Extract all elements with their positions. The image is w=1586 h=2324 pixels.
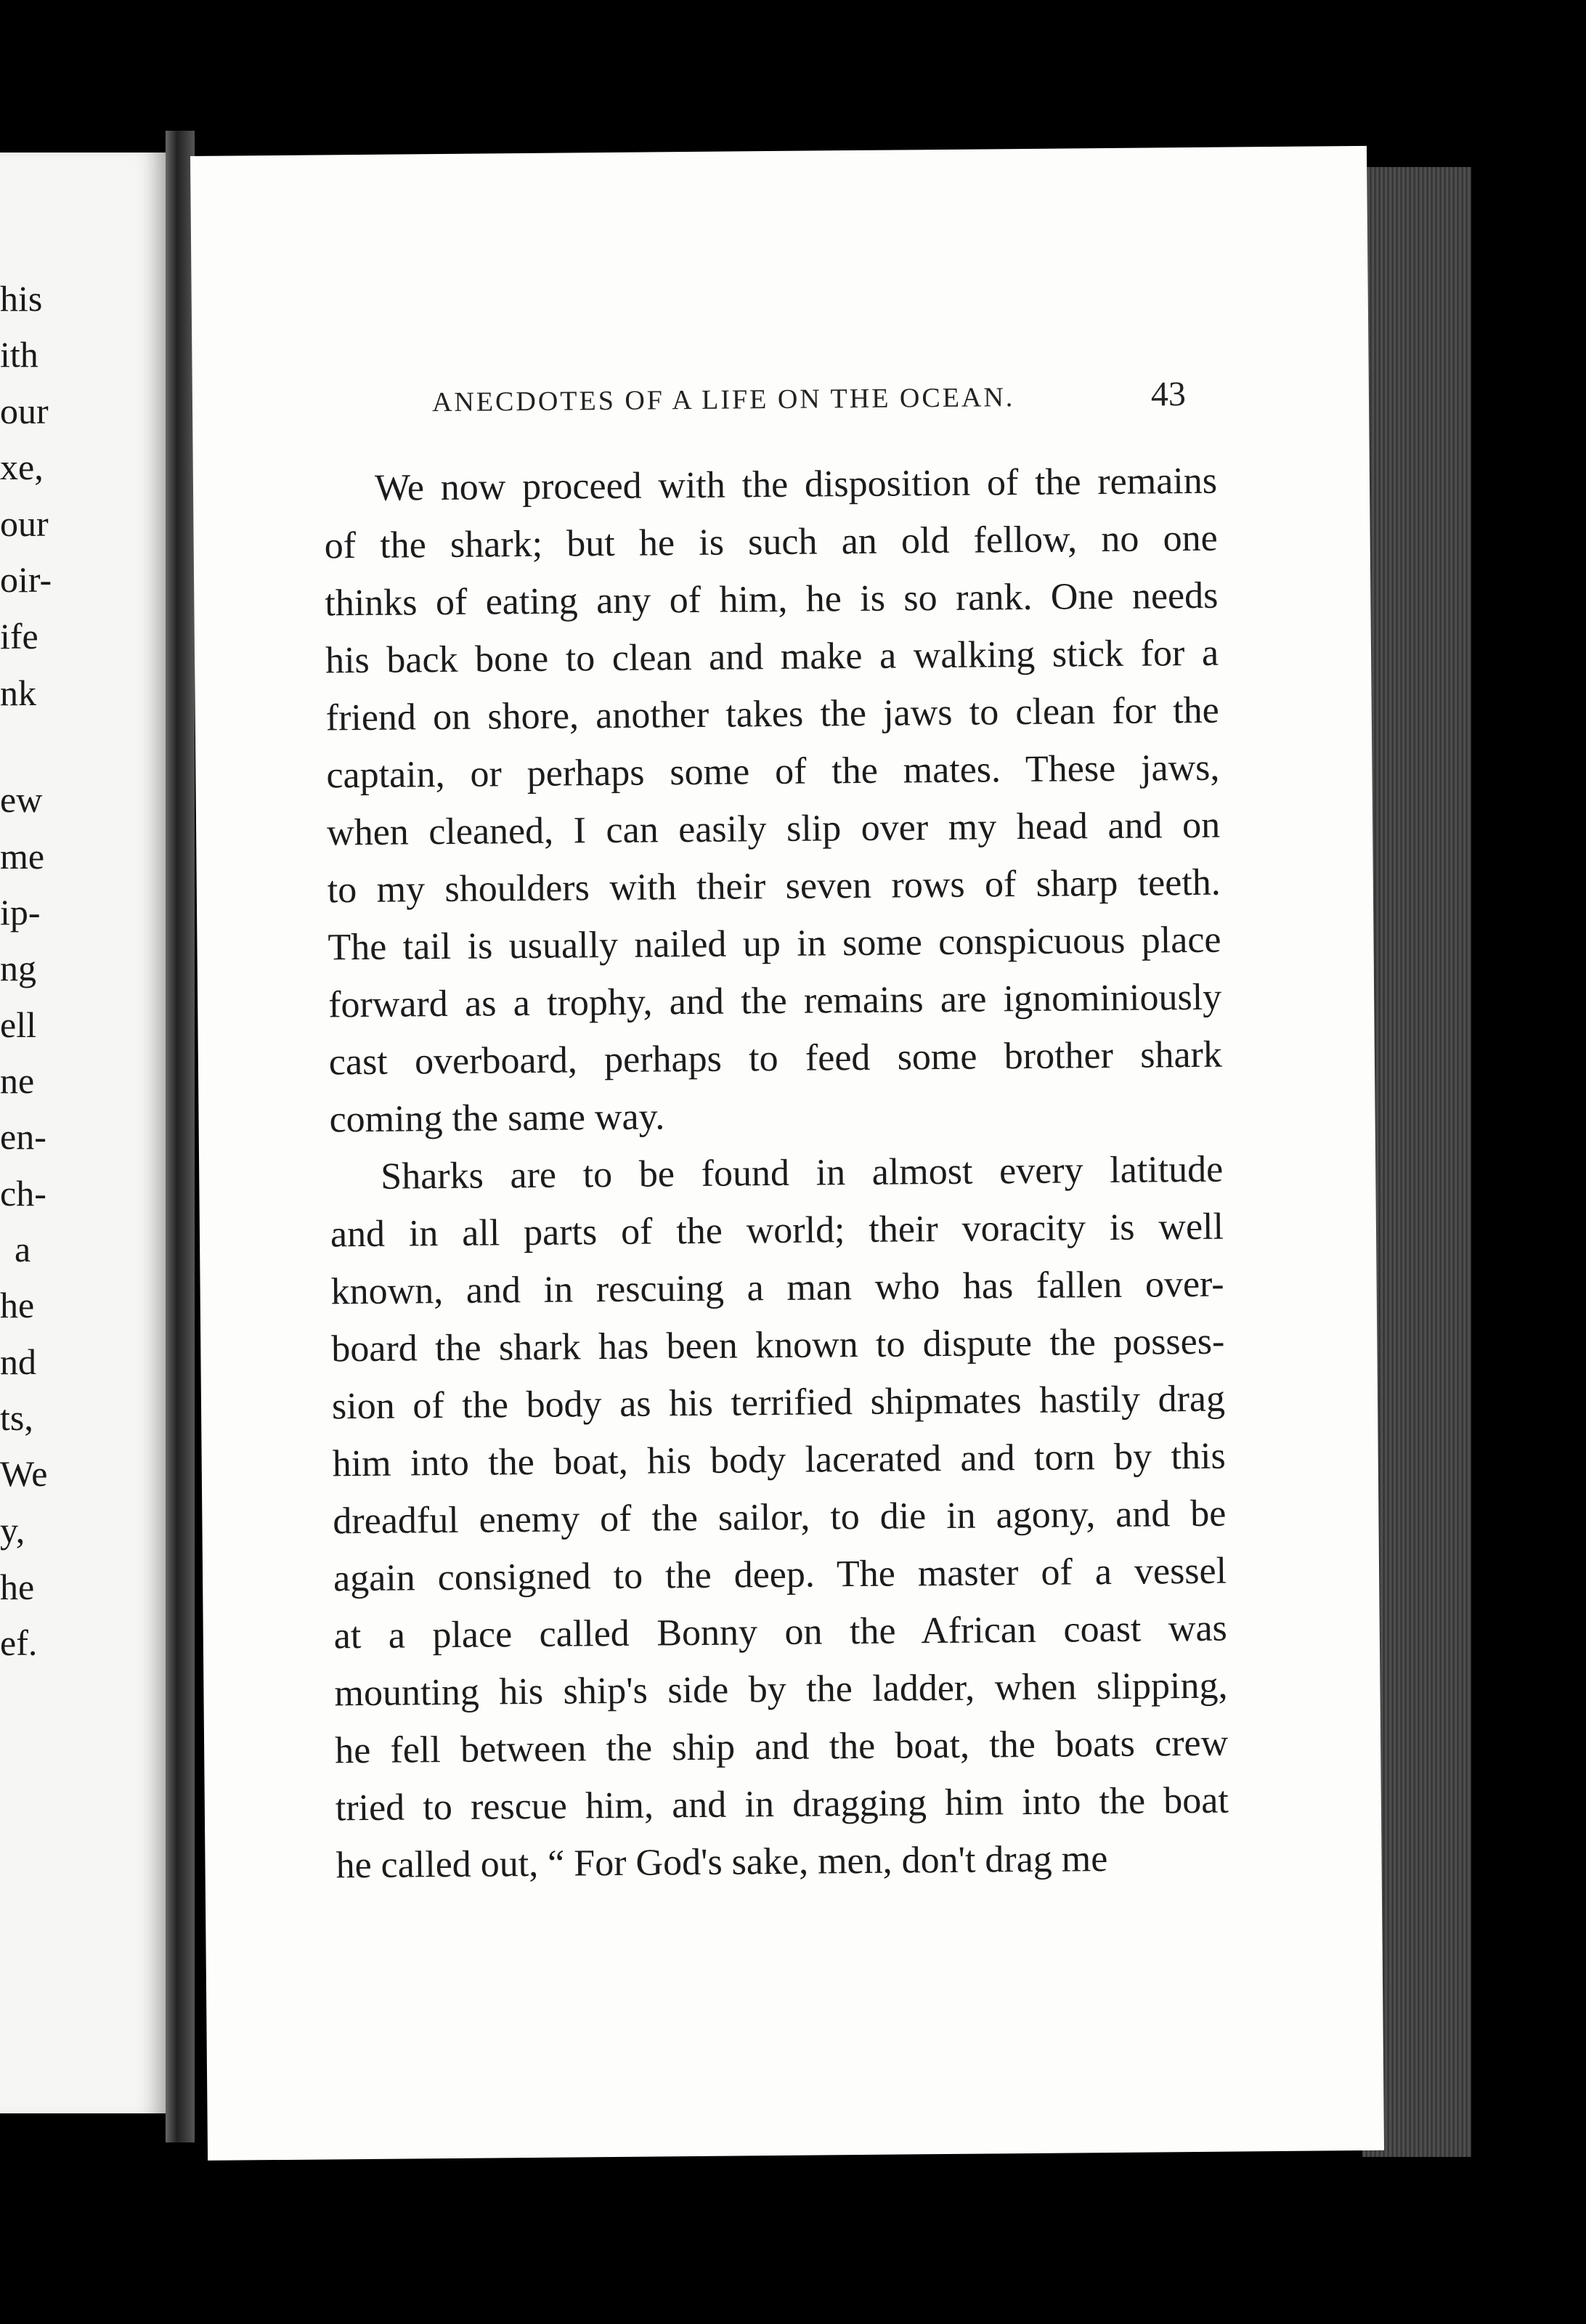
text-line: his back bone to clean and make a walking stick for a (325, 632, 1219, 682)
left-page-line: ell (0, 1004, 36, 1045)
text-line: at a place called Bonny on the African coast was (333, 1607, 1227, 1657)
text-line: forward as a trophy, and the remains are ignominiously (328, 976, 1222, 1026)
left-page-line: nk (0, 673, 36, 713)
text-line: captain, or perhaps some of the mates. These jaws, (326, 747, 1220, 797)
left-page-line: his (0, 278, 43, 319)
left-page-line: oir- (0, 559, 52, 600)
left-page-line: me (0, 836, 45, 877)
left-page-line: our (0, 503, 49, 544)
text-line: Sharks are to be found in almost every latitude (381, 1148, 1224, 1198)
text-line: thinks of eating any of him, he is so rank. One needs (325, 574, 1219, 625)
body-text (324, 452, 1229, 1895)
left-page-line: our (0, 391, 49, 431)
left-page-line: he (0, 1285, 35, 1325)
text-line: We now proceed with the disposition of the remains (374, 460, 1218, 509)
left-page-line: ts, (0, 1397, 33, 1438)
text-line: mounting his ship's side by the ladder, when slipping, (334, 1665, 1228, 1715)
left-page-line: We (0, 1453, 48, 1494)
left-page-line: ith (0, 334, 38, 375)
text-line: of the shark; but he is such an old fellow, no one (324, 517, 1218, 567)
text-line: when cleaned, I can easily slip over my head and on (326, 804, 1221, 854)
text-line: coming the same way. (329, 1096, 665, 1141)
left-page-line: ch- (0, 1173, 46, 1214)
left-page-line: ip- (0, 892, 41, 933)
text-line: board the shark has been known to dispute the posses- (331, 1320, 1225, 1370)
left-page-line: xe, (0, 447, 44, 487)
text-line: The tail is usually nailed up in some conspicuous place (328, 919, 1221, 969)
book-gutter (166, 131, 195, 2142)
running-head: ANECDOTES OF A LIFE ON THE OCEAN. (431, 382, 1015, 418)
text-line: to my shoulders with their seven rows of sharp teeth. (327, 861, 1221, 911)
left-page-line: ew (0, 779, 43, 820)
text-line: known, and in rescuing a man who has fallen over- (330, 1263, 1224, 1313)
left-page-line: en- (0, 1116, 46, 1157)
left-page-line: ne (0, 1060, 35, 1101)
main-page (190, 146, 1384, 2161)
left-page-line: a (15, 1229, 31, 1269)
left-page-line: ng (0, 948, 36, 988)
left-page-line: ef. (0, 1622, 38, 1663)
text-line: he called out, “ For God's sake, men, don't drag me (336, 1838, 1108, 1887)
left-page-line: ife (0, 616, 38, 657)
text-line: and in all parts of the world; their voracity is well (330, 1206, 1224, 1256)
left-page-line: nd (0, 1341, 36, 1382)
text-line: sion of the body as his terrified shipmates hastily drag (331, 1378, 1226, 1428)
text-line: friend on shore, another takes the jaws to clean for the (325, 689, 1219, 739)
left-page-line: y, (0, 1510, 25, 1551)
text-line: him into the boat, his body lacerated and torn by this (332, 1435, 1226, 1485)
text-line: cast overboard, perhaps to feed some brother shark (328, 1033, 1223, 1084)
text-line: dreadful enemy of the sailor, to die in agony, and be (333, 1492, 1227, 1543)
text-line: again consigned to the deep. The master of a vessel (333, 1550, 1227, 1600)
page-number: 43 (1150, 375, 1187, 414)
left-page-line: he (0, 1567, 35, 1607)
text-line: tried to rescue him, and in dragging him into the boat (335, 1779, 1229, 1829)
text-line: he fell between the ship and the boat, the boats crew (334, 1722, 1229, 1772)
